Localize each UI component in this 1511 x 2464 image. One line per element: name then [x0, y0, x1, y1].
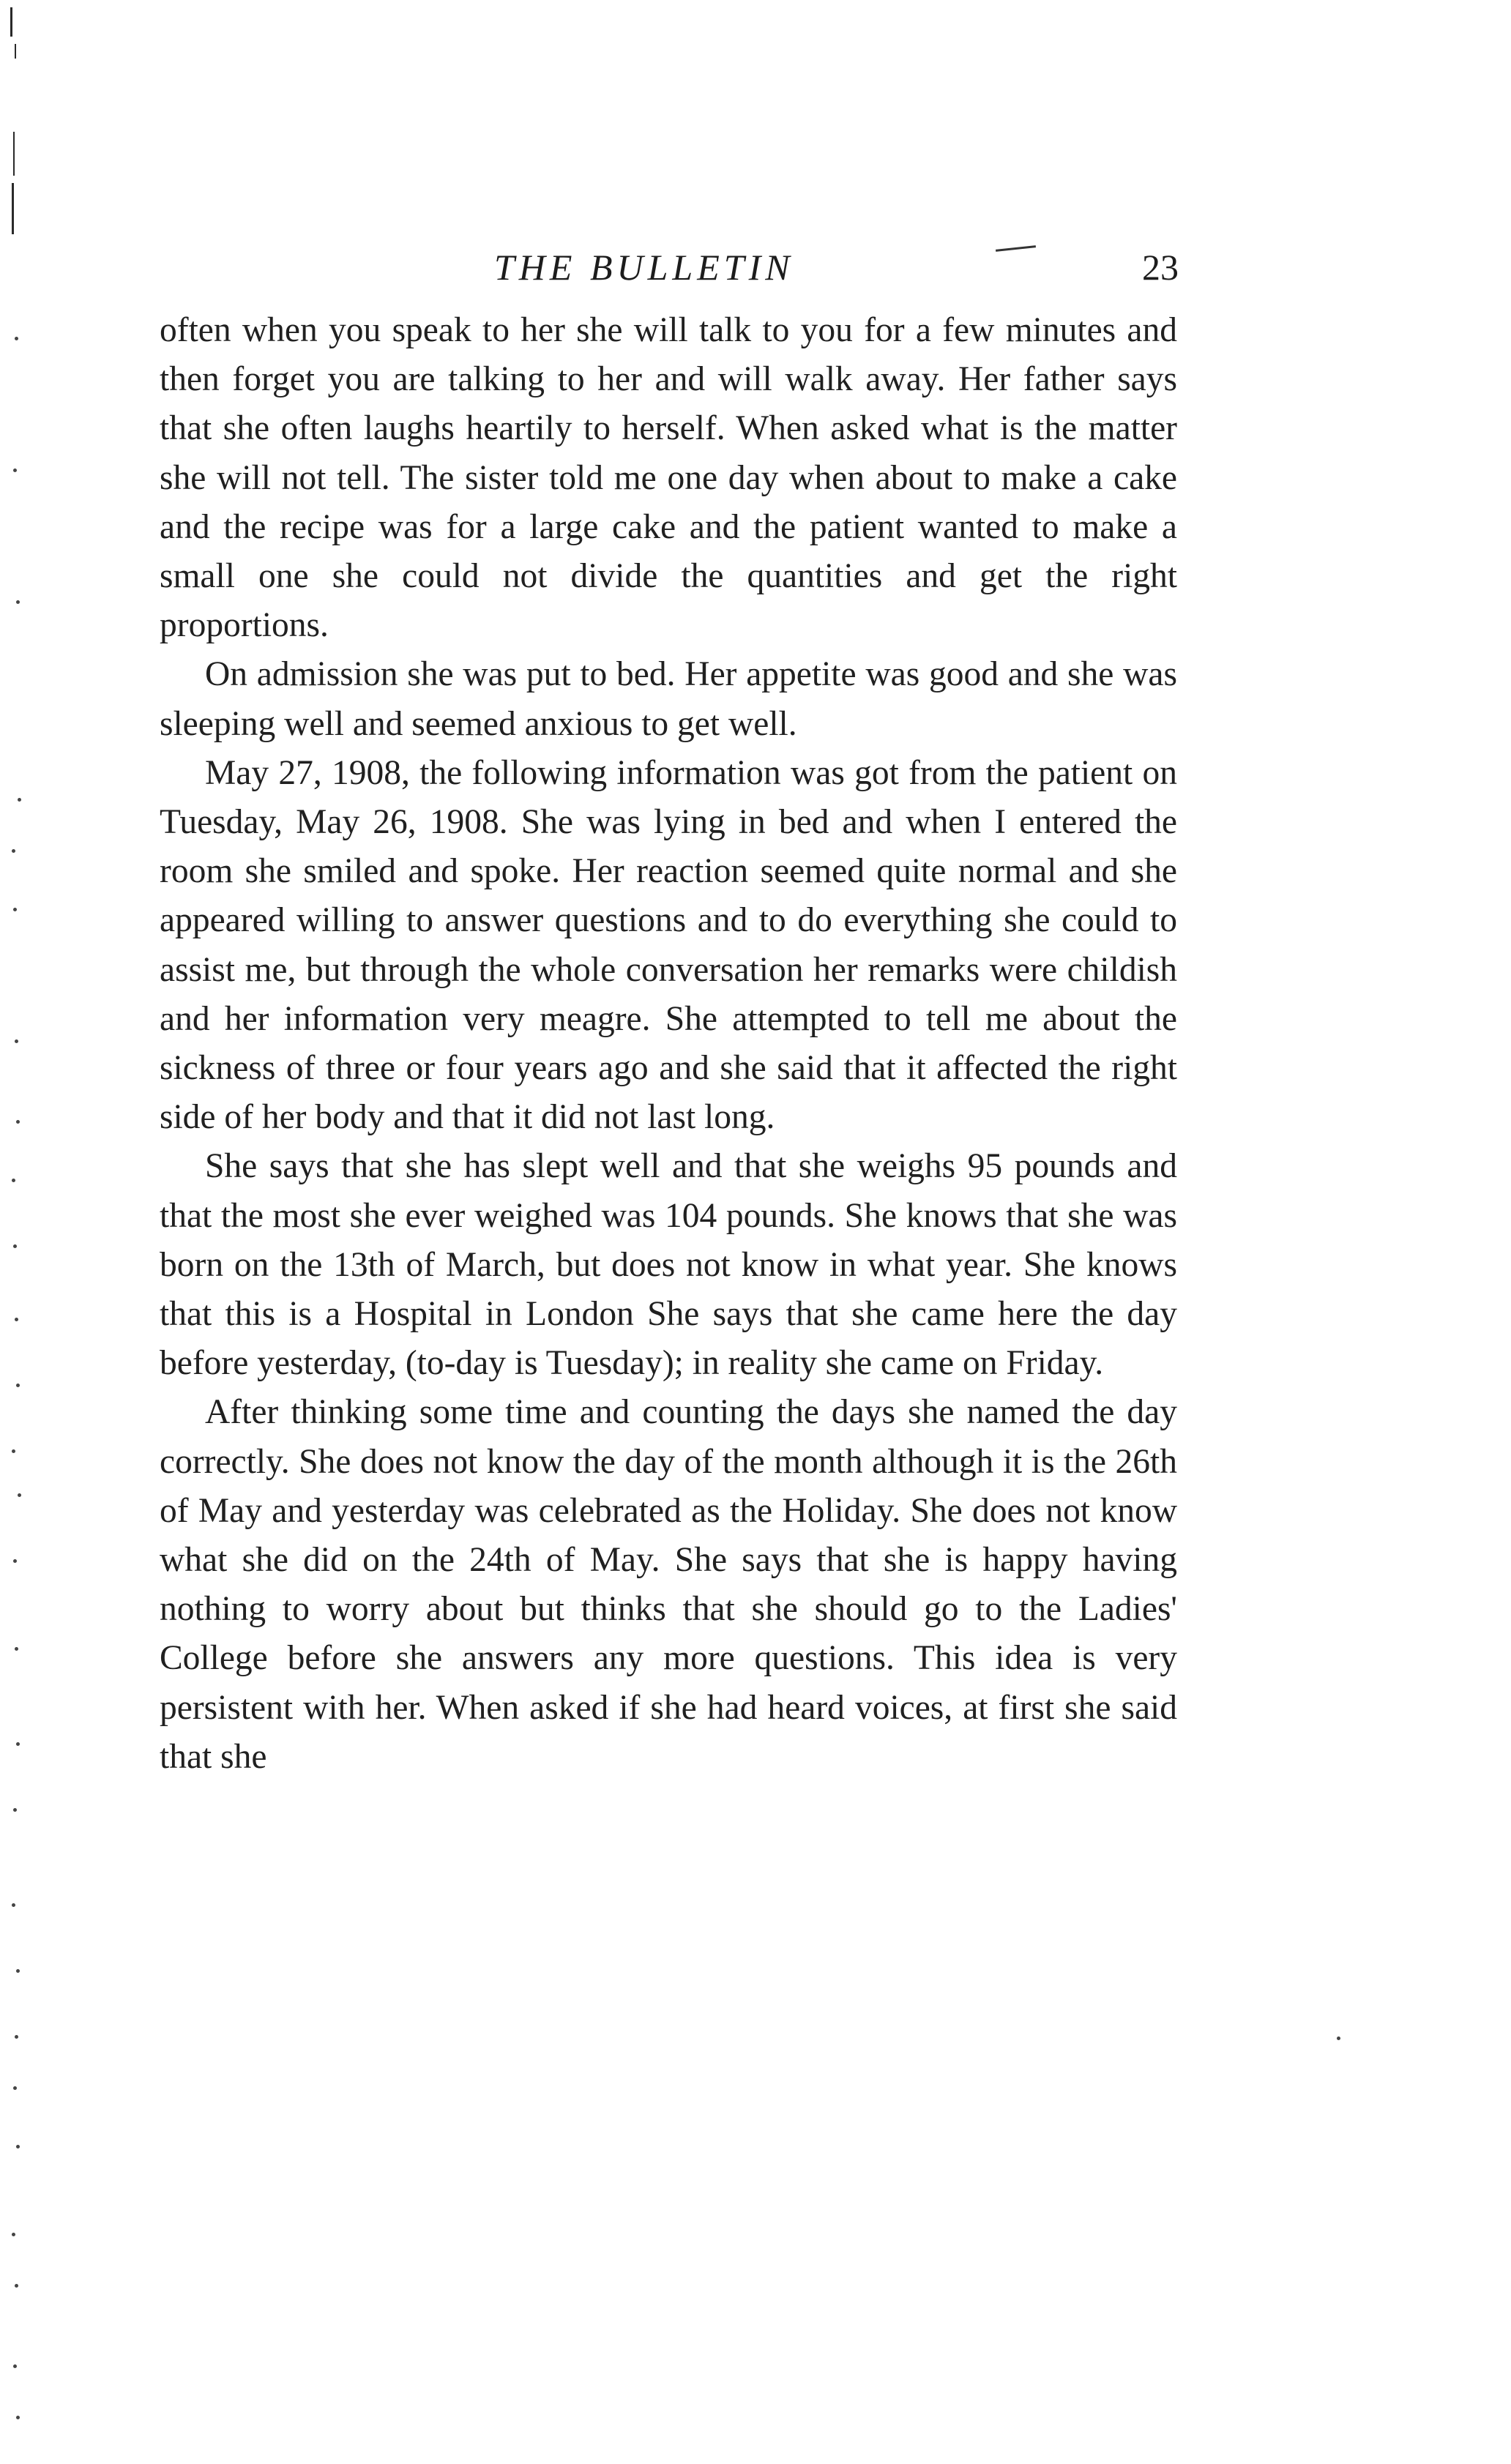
body-text: [160, 306, 1177, 1782]
header-dash-mark: [996, 245, 1036, 252]
paragraph-3: May 27, 1908, the following information was got from the patient on Tuesday, May 26, 1908. She was lying in bed and when I entered the room she smiled and spoke. Her reaction seemed quite normal and she appeared willing to answer questions and to do everything she could to assist me, but through the whole conversation her remarks were childish and her information very meagre. She attempted to tell me about the sickness of three or four years ago and she said that it affected the right side of her body and that it did not last long.: [160, 753, 1177, 1137]
paragraph-1: often when you speak to her she will talk to you for a few minutes and then forget you are talking to her and will walk away. Her father says that she often laughs heartily to herself. When asked what is the matter she will not tell. The sister told me one day when about to make a cake and the recipe was for a large cake and the patient wanted to make a small one she could not divide the quantities and get the right proportions.: [160, 311, 1177, 645]
page-number: 23: [1142, 247, 1179, 288]
scan-edge-artifacts: [0, 0, 66, 2464]
paragraph-4: She says that she has slept well and that she weighs 95 pounds and that the most she ever weighed was 104 pounds. She knows that she was born on the 13th of March, but does not know in what year. She knows that this is a Hospital in London She says that she came here the day before yesterday, (to-day is Tuesday); in reality she came on Friday.: [160, 1147, 1177, 1383]
journal-title: THE BULLETIN: [494, 247, 794, 288]
running-head: [161, 242, 1179, 293]
paragraph-2: On admission she was put to bed. Her appetite was good and she was sleeping well and seemed anxious to get well.: [160, 655, 1177, 743]
paragraph-5: After thinking some time and counting the days she named the day correctly. She does not know the day of the month although it is the 26th of May and yesterday was celebrated as the Holiday. She does not know what she did on the 24th of May. She says that she is happy having nothing to worry about but thinks that she should go to the Ladies' College before she answers any more questions. This idea is very persistent with her. When asked if she had heard voices, at first she said that she: [160, 1393, 1177, 1776]
